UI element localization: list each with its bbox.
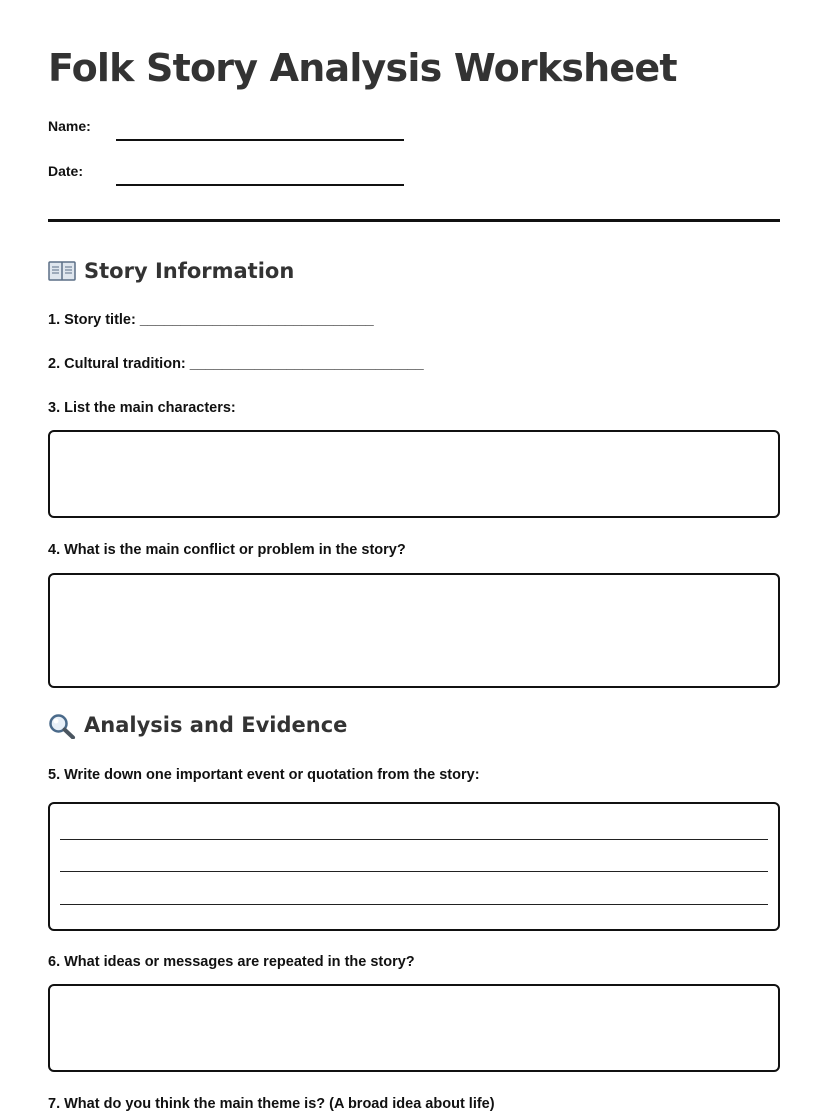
writing-line: [60, 871, 768, 872]
writing-line: [60, 839, 768, 840]
question-5: [48, 767, 480, 783]
question-2: [48, 356, 424, 372]
section-title: Analysis and Evidence: [84, 713, 348, 737]
name-label: Name:: [48, 118, 91, 134]
question-1: [48, 312, 374, 328]
main-conflict-input[interactable]: [50, 575, 778, 686]
question-3: [48, 400, 236, 416]
open-book-icon: [48, 259, 76, 283]
header-divider: [48, 219, 780, 222]
date-field[interactable]: [116, 162, 404, 186]
question-3-text: 3. List the main characters:: [48, 400, 236, 416]
main-conflict-box[interactable]: [48, 573, 780, 688]
repeated-ideas-box[interactable]: [48, 984, 780, 1072]
question-4: [48, 542, 406, 558]
section-title: Story Information: [84, 259, 295, 283]
story-title-blank[interactable]: _____________________________: [139, 312, 374, 328]
page-title: Folk Story Analysis Worksheet: [48, 46, 677, 90]
question-6-text: 6. What ideas or messages are repeated in the story?: [48, 954, 415, 970]
main-characters-box[interactable]: [48, 430, 780, 518]
repeated-ideas-input[interactable]: [50, 986, 778, 1070]
writing-line: [60, 904, 768, 905]
section-story-information: [48, 259, 294, 283]
name-field[interactable]: [116, 117, 404, 141]
magnifying-glass-icon: [48, 713, 76, 737]
question-2-text: 2. Cultural tradition:: [48, 356, 186, 372]
date-label: Date:: [48, 163, 84, 179]
question-1-text: 1. Story title:: [48, 312, 136, 328]
question-5-text: 5. Write down one important event or quotation from the story:: [48, 767, 480, 783]
question-7: [48, 1096, 495, 1112]
question-7-text: 7. What do you think the main theme is? (A broad idea about life): [48, 1096, 495, 1112]
cultural-tradition-blank[interactable]: _____________________________: [189, 356, 424, 372]
main-characters-input[interactable]: [50, 432, 778, 516]
event-quotation-box[interactable]: [48, 802, 780, 931]
question-6: [48, 954, 415, 970]
section-analysis-evidence: [48, 713, 347, 737]
question-4-text: 4. What is the main conflict or problem in the story?: [48, 542, 406, 558]
